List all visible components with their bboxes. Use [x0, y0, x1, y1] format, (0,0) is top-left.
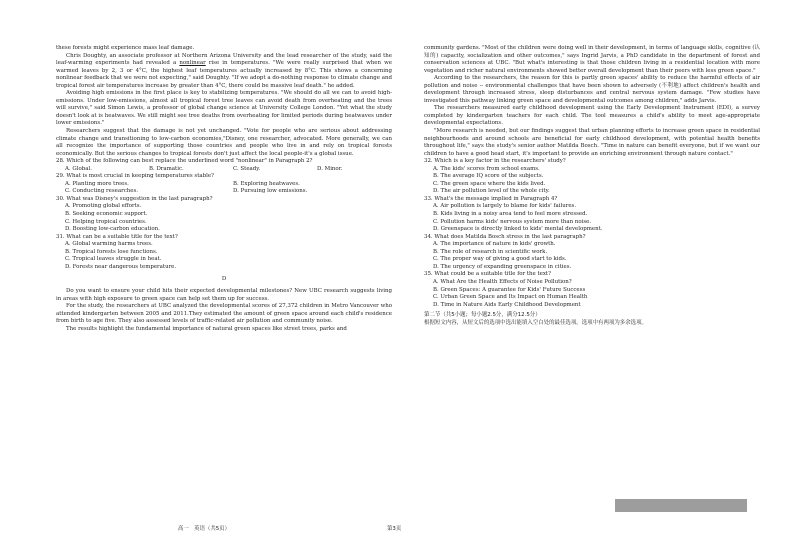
- option: A. Global warming harms trees.: [65, 241, 153, 248]
- option: B. Tropical forests lose functions.: [65, 248, 158, 255]
- paragraph: According to the researchers, the reason for this is partly green spaces' ability to reduce the harmful effects of air pollution and noise -- environmental challenges that have been shown to adversely (不利地) affect children's health and development through increased stress, sleep disturbances and central nervous system damage. "Few studies have investigated this pathway linking green space and developmental outcomes among children," adds Jarvis.: [424, 75, 760, 104]
- underlined-word: nonlinear: [179, 60, 206, 67]
- option: C. Conducting researches.: [65, 188, 138, 195]
- paragraph: Chris Doughty, an associate professor at Northern Arizona University and the lead researcher of the study, said the leaf-warming experiments had revealed a nonlinear rise in temperatures. "We were really surprised that when we warmed leaves by 2, 3 or 4°C, the highest leaf temperatures actually increased by 8°C. This shows a concerning nonlinear feedback that we were not expecting," said Doughty. "If we adopt a do-nothing response to climate change and tropical forest air temperatures increase by greater than 4°C, there could be massive leaf death." he added.: [56, 52, 393, 89]
- option: D. Greenspace is directly linked to kids' mental development.: [433, 226, 603, 233]
- option: A. Global.: [65, 165, 92, 172]
- option: C. Helping tropical countries.: [65, 218, 147, 225]
- question-34: 34. What does Matilda Bosch stress in the last paragraph?: [424, 233, 586, 240]
- option: B. Seeking economic support.: [65, 211, 148, 218]
- paragraph: "More research is needed, but our findings suggest that urban planning efforts to increase green space in residential neighbourhoods and around schools are beneficial for early childhood development, with potential health benefits throughout life," says the study's senior author Matilda Bosch. "Time in nature can benefit everyone, but if we want our children to have a good head start, it's important to provide an enriching environment through nature contact.": [424, 128, 760, 157]
- paragraph: Avoiding high emissions in the first place is key to stabilizing temperatures. "We should do all we can to avoid high-emissions. Under low-emissions, almost all tropical forest tree leaves can avoid death from overheating and the trees will survive," said Simon Lewis, a professor of global change science at University College London. "Yet what the study doesn't look at is heatwaves. We still might see tree deaths from overheating for limited periods during heatwaves under lower emissions.": [56, 90, 392, 127]
- paragraph: For the study, the researchers at UBC analyzed the developmental scores of 27,372 children in Metro Vancouver who attended kindergarten between 2005 and 2011.They estimated the amount of green space around each child's residence from birth to age five. They also assessed levels of traffic-related air pollution and community noise.: [56, 303, 392, 325]
- paragraph: The results highlight the fundamental importance of natural green spaces like street trees, parks and: [66, 325, 347, 332]
- part2-instructions: 根据短文内容，从短文后的选项中选出能填入空白处的最佳选项。选项中有两项为多余选项。: [424, 319, 647, 326]
- option: A. Planting more trees.: [65, 180, 129, 187]
- option: A. What Are the Health Effects of Noise Pollution?: [433, 278, 572, 285]
- question-28: 28. Which of the following can best replace the underlined word "nonlinear" in Paragraph 2?: [56, 158, 313, 165]
- section-heading: D: [221, 276, 227, 283]
- paragraph: community gardens. "Most of the children were doing well in their development, in terms of language skills, cognitive (认知的) capacity, socialization and other outcomes," says Ingrid Jarvis, a PhD candidate in the department of forest and conservation sciences at UBC. "But what's interesting is that those children living in a residential location with more vegetation and richer natural environments showed better overall development than their peers with less green space.": [424, 45, 760, 74]
- option: C. The proper way of giving a good start to kids.: [433, 256, 567, 263]
- option: D. Boosting low-carbon education.: [65, 226, 160, 233]
- question-29: 29. What is most crucial in keeping temperatures stable?: [56, 173, 214, 180]
- part2-title: 第二节（共5小题；每小题2.5分，满分12.5分）: [424, 312, 541, 319]
- option: A. The kids' scores from school exams.: [433, 165, 540, 172]
- option: D. Pursuing low emissions.: [233, 188, 308, 195]
- question-33: 33. What's the message implied in Paragraph 4?: [424, 195, 558, 202]
- option: C. The green space where the kids lived.: [433, 180, 546, 187]
- option: B. The average IQ score of the subjects.: [433, 173, 544, 180]
- option: A. The importance of nature in kids' growth.: [433, 241, 556, 248]
- question-28-options: [56, 166, 392, 174]
- option: A. Air pollution is largely to blame for kids' failures.: [433, 203, 577, 210]
- option: B. The role of research in scientific work.: [433, 248, 548, 255]
- option: A. Promoting global efforts.: [65, 203, 142, 210]
- page-number: 第3页: [387, 526, 402, 532]
- left-column: [56, 45, 392, 333]
- question-29-options: [56, 181, 392, 196]
- option: B. Kids living in a noisy area tend to feel more stressed.: [433, 211, 588, 218]
- option: D. Forests near dangerous temperature.: [65, 263, 177, 270]
- option: B. Green Spaces: A guarantee for Kids' Future Success: [433, 286, 586, 293]
- option: D. The air pollution level of the whole city.: [433, 188, 550, 195]
- question-30: 30. What was Disney's suggestion in the last paragraph?: [56, 195, 213, 202]
- paragraph: Do you want to ensure your child hits their expected developmental milestones? New UBC research suggests living in areas with high exposure to green space can help set them up for success.: [56, 287, 392, 302]
- option: B. Exploring heatwaves.: [233, 180, 300, 187]
- right-column: [424, 45, 760, 327]
- question-35: 35. What could be a suitable title for the text?: [424, 271, 552, 278]
- option: D. Minor.: [317, 165, 343, 172]
- paragraph: Researchers suggest that the damage is not yet unchanged. "Vote for people who are serious about addressing climate change and transitioning to low-carbon economies,"Disney, one researcher, advocated. More generally, we can all recognize the importance of supporting those countries and people who live in and rely on tropical forests economically. But the serious changes to tropical forests don't just affect the local people-it's a global issue.: [56, 128, 392, 157]
- question-32: 32. Which is a key factor in the researchers' study?: [424, 158, 566, 165]
- footer-left: 高一 英语（共5页）: [178, 526, 230, 532]
- question-31: 31. What can be a suitable title for the text?: [56, 233, 178, 240]
- paragraph: these forests might experience mass leaf damage.: [56, 45, 195, 51]
- paragraph: The researchers measured early childhood development using the Early Development Instrument (EDI), a survey completed by kindergarten teachers for each child. The tool measures a child's ability to meet age-appropriate developmental expectations.: [424, 105, 760, 127]
- redaction-bar: [615, 499, 747, 512]
- option: C. Steady.: [233, 165, 261, 172]
- option: B. Dramatic.: [149, 165, 184, 172]
- option: C. Urban Green Space and Its Impact on Human Health: [433, 294, 588, 301]
- option: D. Time in Nature Aids Early Childhood Development: [433, 301, 581, 308]
- option: C. Tropical leaves struggle in heat.: [65, 256, 162, 263]
- option: D. The urgency of expanding greenspace in cities.: [433, 263, 572, 270]
- option: C. Pollution harms kids' nervous system more than noise.: [433, 218, 592, 225]
